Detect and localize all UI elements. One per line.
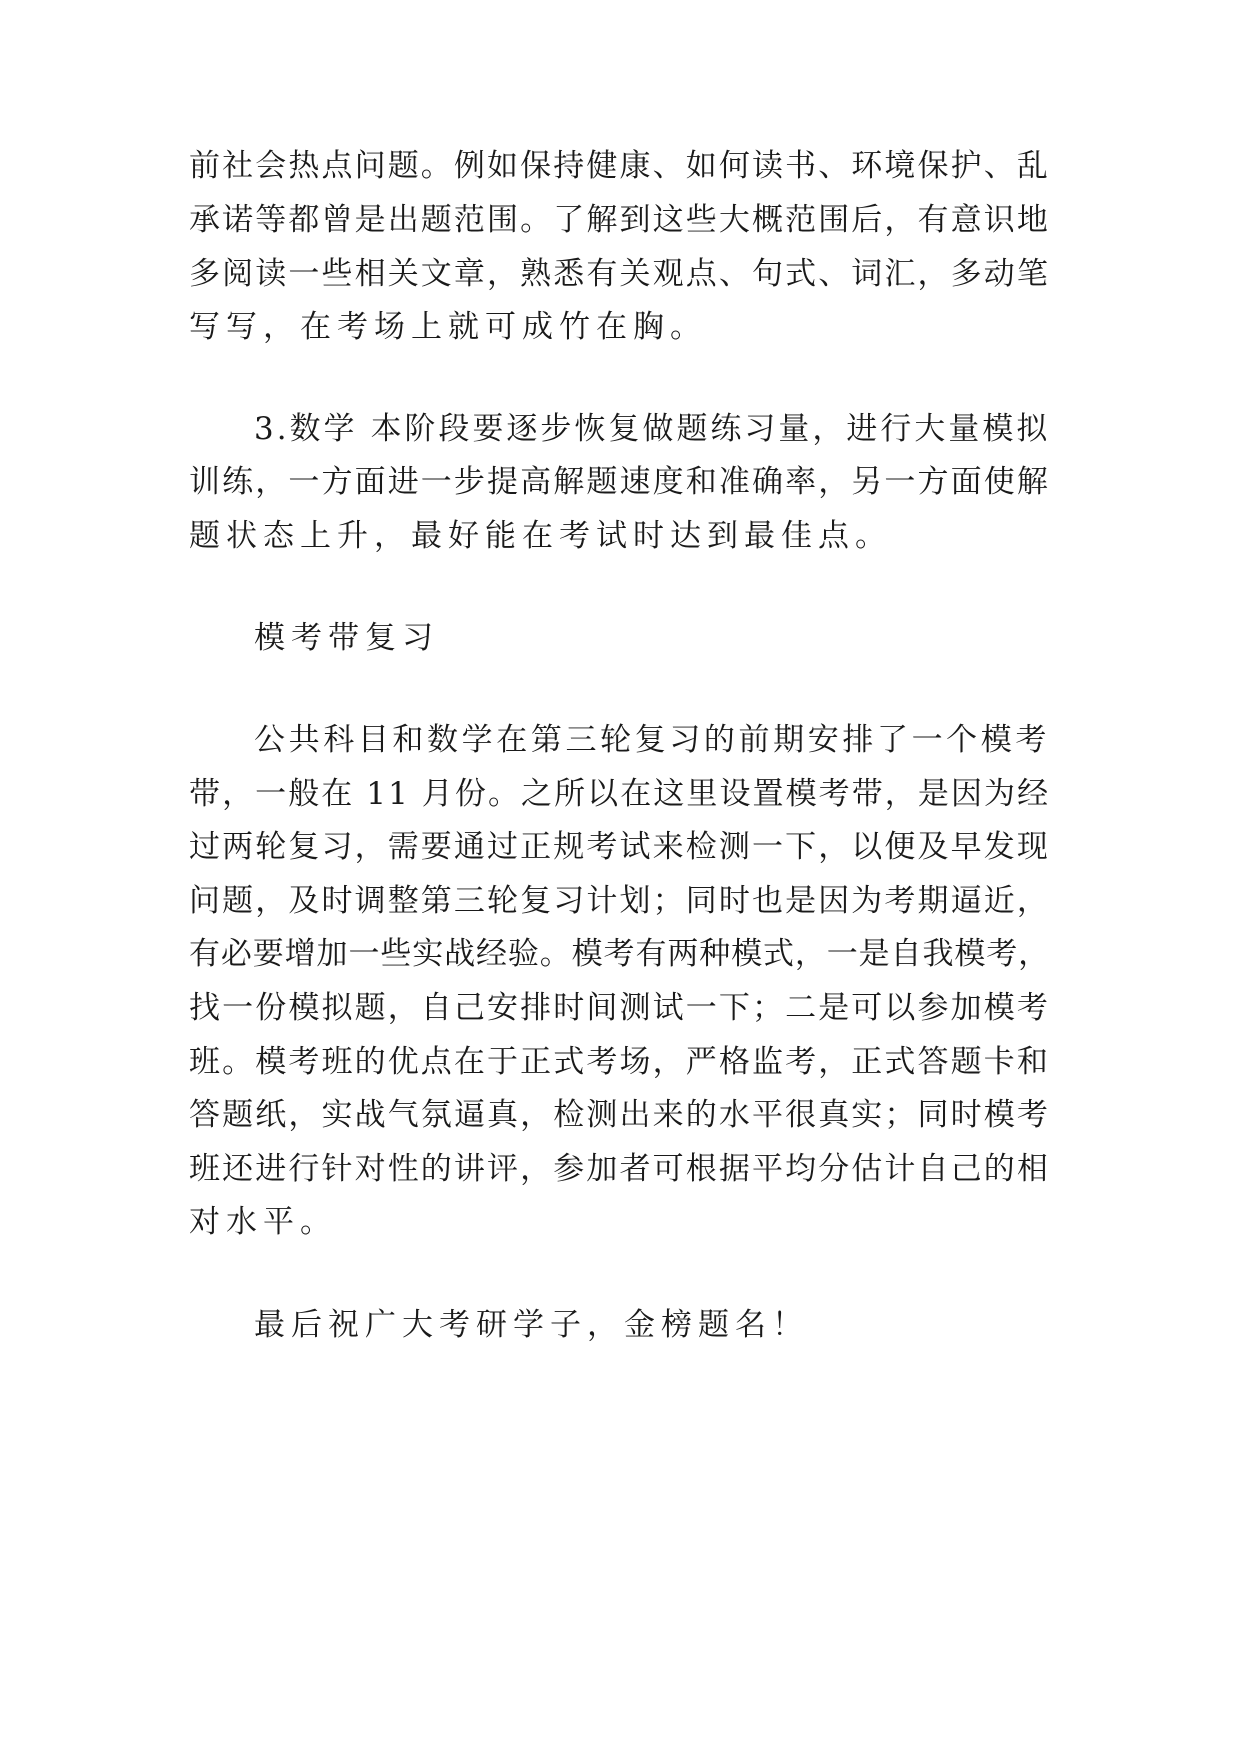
text-line: 最后祝广大考研学子，金榜题名！ bbox=[254, 1307, 809, 1343]
text-line: 问题，及时调整第三轮复习计划；同时也是因为考期逼近， bbox=[189, 883, 1050, 919]
text-line: 有必要增加一些实战经验。模考有两种模式，一是自我模考， bbox=[189, 936, 1050, 972]
text-line: 前社会热点问题。例如保持健康、如何读书、环境保护、乱 bbox=[189, 148, 1050, 184]
text-line: 公共科目和数学在第三轮复习的前期安排了一个模考 bbox=[254, 722, 1050, 758]
text-line: 班。模考班的优点在于正式考场，严格监考，正式答题卡和 bbox=[189, 1044, 1050, 1080]
text-line: 过两轮复习，需要通过正规考试来检测一下，以便及早发现 bbox=[189, 829, 1050, 865]
text-line: 对水平。 bbox=[189, 1204, 337, 1240]
text-line: 带，一般在 11 月份。之所以在这里设置模考带，是因为经 bbox=[189, 776, 1051, 812]
text-line: 班还进行针对性的讲评，参加者可根据平均分估计自己的相 bbox=[189, 1151, 1050, 1187]
text-line: 题状态上升，最好能在考试时达到最佳点。 bbox=[189, 518, 892, 554]
text-line: 找一份模拟题，自己安排时间测试一下；二是可以参加模考 bbox=[189, 990, 1050, 1026]
section-heading: 模考带复习 bbox=[254, 620, 439, 656]
text-line: 承诺等都曾是出题范围。了解到这些大概范围后，有意识地 bbox=[189, 202, 1050, 238]
text-line: 答题纸，实战气氛逼真，检测出来的水平很真实；同时模考 bbox=[189, 1097, 1050, 1133]
text-line: 训练，一方面进一步提高解题速度和准确率，另一方面使解 bbox=[189, 464, 1050, 500]
text-line: 多阅读一些相关文章，熟悉有关观点、句式、词汇，多动笔 bbox=[189, 256, 1050, 292]
text-line: 写写，在考场上就可成竹在胸。 bbox=[189, 309, 707, 345]
text-line: 3.数学 本阶段要逐步恢复做题练习量，进行大量模拟 bbox=[254, 411, 1051, 447]
